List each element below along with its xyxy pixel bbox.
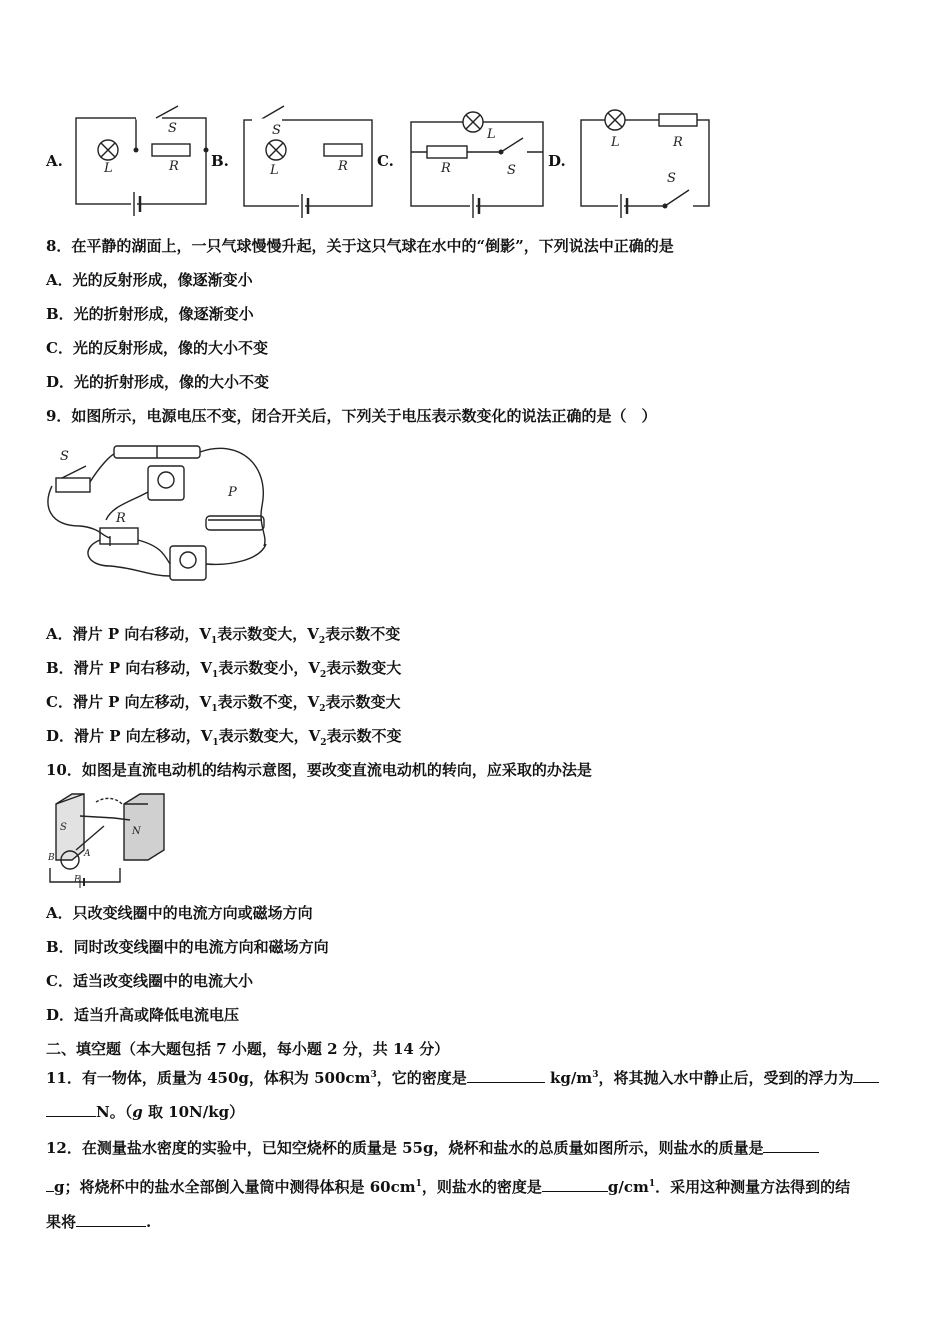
q10-option-a: A．只改变线圈中的电流方向或磁场方向 [46,904,313,922]
q11-buoyancy-blank-start[interactable] [853,1068,879,1083]
q10-stem: 10．如图是直流电动机的结构示意图，要改变直流电动机的转向，应采取的办法是 [46,761,592,779]
lamp-l-label: L [104,161,113,176]
q8-option-a: A．光的反射形成，像逐渐变小 [46,271,253,289]
option-d-label: D. [548,152,566,170]
q9-resistor-label: R [116,511,126,526]
q10-battery-e-label: E [74,875,81,885]
q9-switch-label: S [60,449,69,464]
q12-line-3: 果将 . [46,1213,152,1231]
q10-brush-a-label: A [84,849,91,859]
switch-s-label: S [667,171,676,186]
q9-circuit-figure [40,436,280,596]
q9-option-d: D．滑片 P 向左移动，$V_1$表示数变大，$V_2$表示数不变 [46,727,402,748]
q12-result-blank[interactable] [76,1212,146,1227]
q9-option-a: A．滑片 P 向右移动，$V_1$表示数变大，$V_2$表示数不变 [46,625,401,646]
option-b-label: B. [211,152,229,170]
resistor-r-label: R [169,159,179,174]
lamp-l-label: L [270,163,279,178]
lamp-l-label: L [611,135,620,150]
q9-slider-label: P [228,485,237,500]
resistor-r-label: R [673,135,683,150]
q10-option-c: C．适当改变线圈中的电流大小 [46,972,253,990]
q10-brush-b-label: B [48,853,55,863]
q10-motor-figure [44,790,174,890]
lamp-l-label: L [487,127,496,142]
q10-magnet-n-label: N [132,826,141,837]
q12-mass-blank-end[interactable] [46,1177,54,1192]
q9-option-c: C．滑片 P 向左移动，$V_1$表示数不变，$V_2$表示数变大 [46,693,401,714]
q11-line-1: 11．有一物体，质量为 450g，体积为 $500cm^3$，它的密度是 $kg/m^3$，将其抛入水中静止后，受到的浮力为 [46,1065,879,1088]
q8-option-c: C．光的反射形成，像的大小不变 [46,339,268,357]
q9-stem: 9．如图所示，电源电压不变，闭合开关后，下列关于电压表示数变化的说法正确的是（ ） [46,407,657,425]
circuit-a-diagram [72,100,212,218]
option-c-label: C. [377,152,394,170]
q10-magnet-s-label: S [60,822,67,833]
q11-buoyancy-blank-end[interactable] [46,1102,96,1117]
q8-option-b: B．光的折射形成，像逐渐变小 [46,305,254,323]
q9-option-b: B．滑片 P 向右移动，$V_1$表示数变小，$V_2$表示数变大 [46,659,402,680]
switch-s-label: S [168,121,177,136]
q12-mass-blank-start[interactable] [763,1138,819,1153]
resistor-r-label: R [338,159,348,174]
q11-density-blank[interactable] [467,1068,545,1083]
circuit-c-diagram [405,100,550,218]
q8-option-d: D．光的折射形成，像的大小不变 [46,373,270,391]
section-2-title: 二、填空题（本大题包括 7 小题，每小题 2 分，共 14 分） [46,1040,450,1058]
q10-option-b: B．同时改变线圈中的电流方向和磁场方向 [46,938,329,956]
circuit-b-diagram [238,100,378,218]
q12-line-1: 12．在测量盐水密度的实验中，已知空烧杯的质量是 55g，烧杯和盐水的总质量如图所示，则盐水的质量是 [46,1138,819,1158]
q8-stem: 8．在平静的湖面上，一只气球慢慢升起，关于这只气球在水中的“倒影”，下列说法中正确的是 [46,237,674,255]
q12-density-blank[interactable] [542,1177,608,1192]
q10-option-d: D．适当升高或降低电流电压 [46,1006,240,1024]
switch-s-label: S [507,163,516,178]
resistor-r-label: R [441,161,451,176]
option-a-label: A. [46,152,63,170]
q12-line-2: g；将烧杯中的盐水全部倒入量筒中测得体积是 $60cm^1$，则盐水的密度是 $g/cm^1$．采用这种测量方法得到的结 [46,1174,850,1197]
q11-line-2: N。（g 取 10N/kg） [46,1102,244,1122]
switch-s-label: S [272,123,281,138]
circuit-d-diagram [575,100,715,218]
